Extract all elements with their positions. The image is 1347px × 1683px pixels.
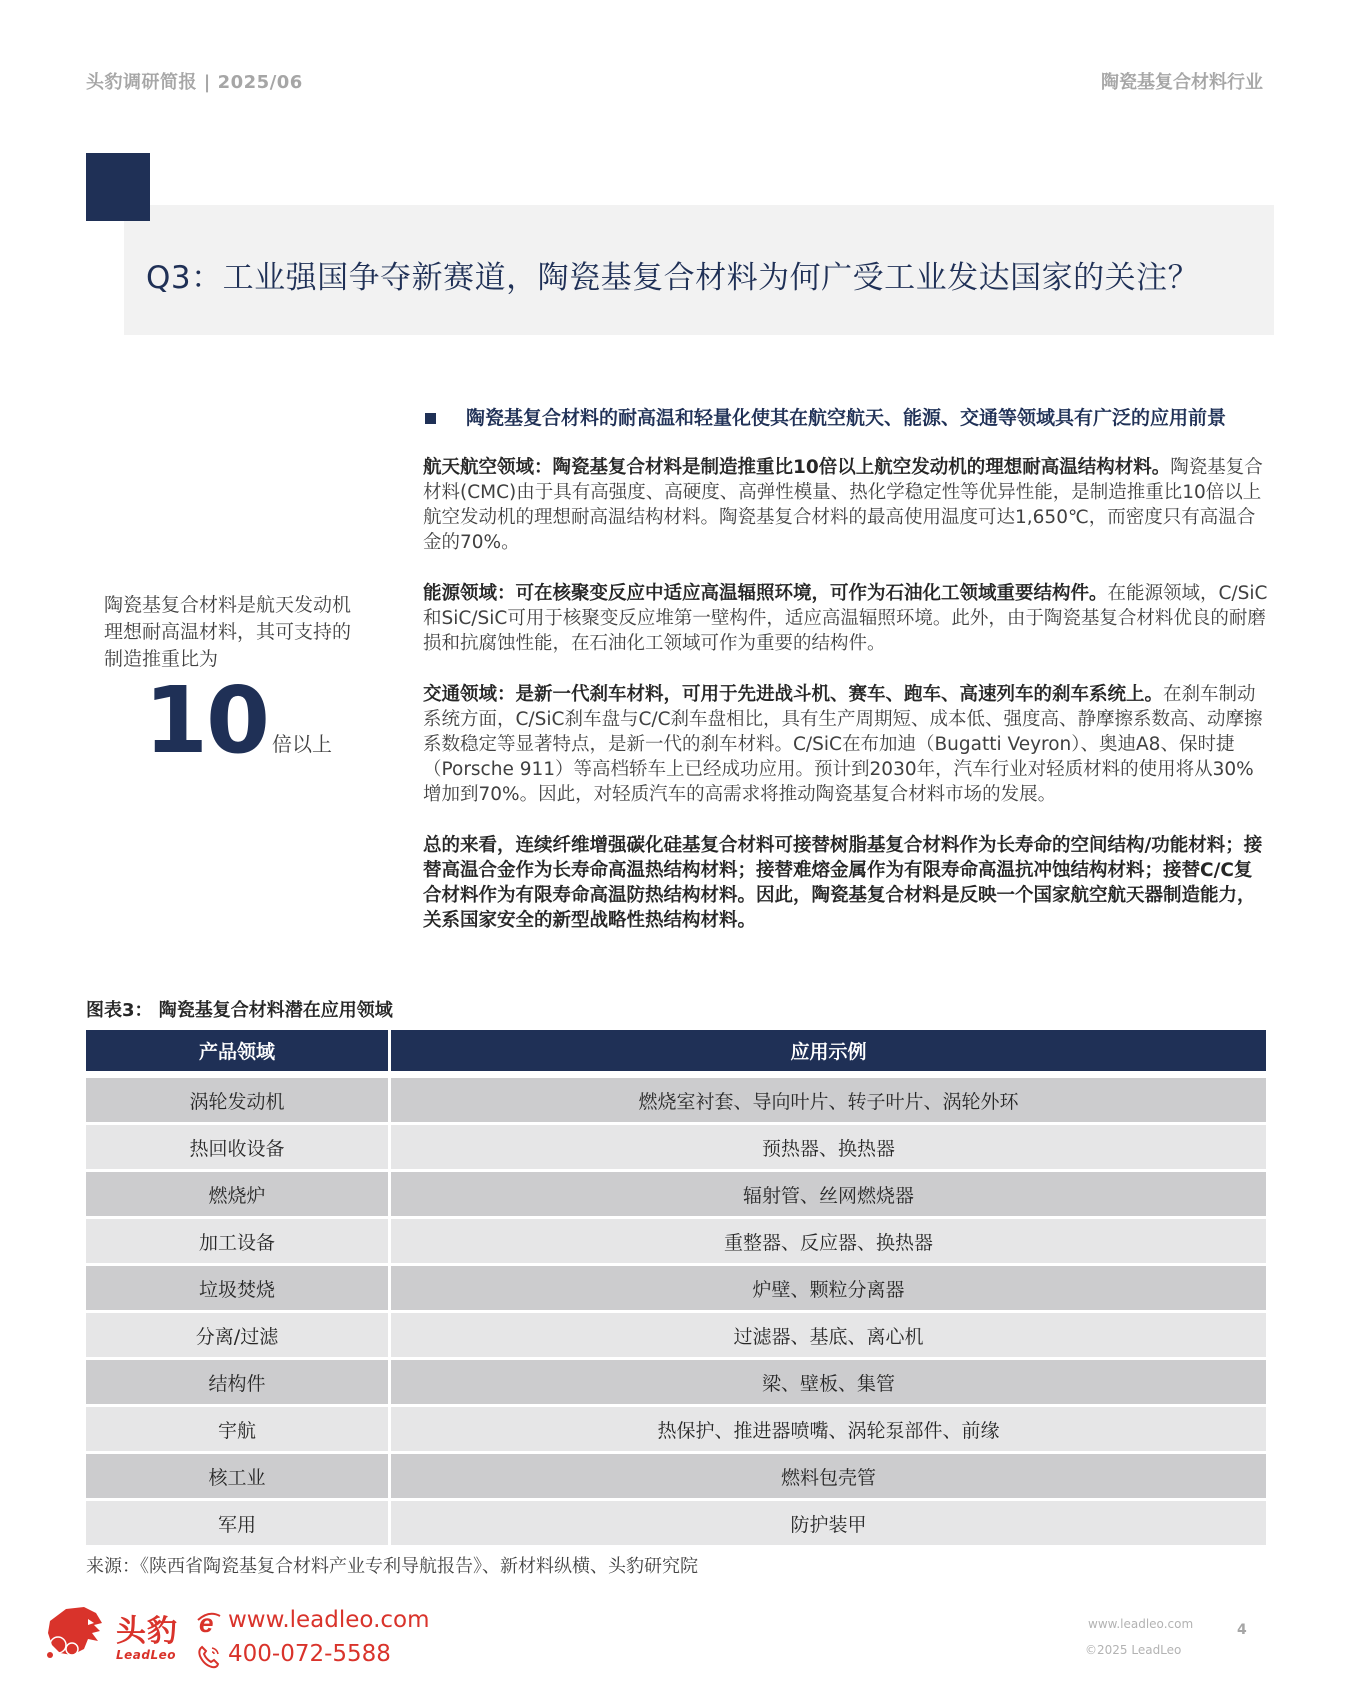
- web-browser-icon: [196, 1610, 222, 1636]
- figure-source: 来源：《陕西省陶瓷基复合材料产业专利导航报告》、新材料纵横、头豹研究院: [86, 1556, 698, 1577]
- brand-name-cn: 头豹: [116, 1614, 178, 1649]
- paragraph-lead: 总的来看，连续纤维增强碳化硅基复合材料可接替树脂基复合材料作为长寿命的空间结构/功能材料；接替高温合金作为长寿命高温热结构材料；接替难熔金属作为有限寿命高温抗冲蚀结构材料；接替C/C复合材料作为有限寿命高温防热结构材料。因此，陶瓷基复合材料是反映一个国家航空航天器制造能力，关系国家安全的新型战略性热结构材料。: [423, 835, 1263, 931]
- cell-examples: 过滤器、基底、离心机: [391, 1313, 1266, 1357]
- cell-domain: 垃圾焚烧: [86, 1266, 388, 1310]
- table-row: [86, 1501, 1266, 1548]
- paragraph-transport: [423, 682, 1268, 807]
- stat-value: 10: [144, 667, 269, 774]
- table-row: [86, 1219, 1266, 1266]
- table-header-row: [86, 1030, 1266, 1071]
- cell-domain: 结构件: [86, 1360, 388, 1404]
- stat-unit: 倍以上: [272, 732, 333, 756]
- sidebar-highlight: [104, 592, 364, 774]
- cell-examples: 重整器、反应器、换热器: [391, 1219, 1266, 1263]
- table-row: [86, 1172, 1266, 1219]
- table-row: [86, 1407, 1266, 1454]
- cell-domain: 分离/过滤: [86, 1313, 388, 1357]
- square-bullet-icon: [425, 413, 436, 424]
- cell-domain: 军用: [86, 1501, 388, 1545]
- cell-domain: 加工设备: [86, 1219, 388, 1263]
- footer-website: www.leadleo.com: [1088, 1617, 1194, 1631]
- paragraph-lead: 能源领域：可在核聚变反应中适应高温辐照环境，可作为石油化工领域重要结构件。: [423, 583, 1108, 604]
- cell-domain: 宇航: [86, 1407, 388, 1451]
- column-header-domain: 产品领域: [86, 1030, 388, 1071]
- cell-examples: 预热器、换热器: [391, 1125, 1266, 1169]
- svg-text:e: e: [199, 1610, 214, 1636]
- paragraph-summary: [423, 833, 1268, 933]
- accent-square: [86, 153, 150, 221]
- table-row: [86, 1078, 1266, 1125]
- table-row: [86, 1313, 1266, 1360]
- cell-examples: 防护装甲: [391, 1501, 1266, 1545]
- paragraph-energy: [423, 581, 1268, 656]
- application-table: [86, 1030, 1266, 1548]
- phone-number: 400-072-5588: [228, 1641, 391, 1667]
- cell-domain: 核工业: [86, 1454, 388, 1498]
- sidebar-stat: [144, 667, 364, 774]
- paragraph-lead: 航天航空领域：陶瓷基复合材料是制造推重比10倍以上航空发动机的理想耐高温结构材料。: [423, 457, 1171, 478]
- paragraph-body: 在刹车制动系统方面，C/SiC刹车盘与C/C刹车盘相比，具有生产周期短、成本低、强度高、静摩擦系数高、动摩擦系数稳定等显著特点，是新一代的刹车材料。C/SiC在布加迪（Bugatti Veyron）、奥迪A8、保时捷（Porsche 911）等高档轿车上已经成功应用。预计到2030年，汽车行业对轻质材料的使用将从30%增加到70%。因此，对轻质汽车的高需求将推动陶瓷基复合材料市场的发展。: [423, 684, 1263, 805]
- cell-domain: 涡轮发动机: [86, 1078, 388, 1122]
- paragraph-aerospace: [423, 455, 1268, 555]
- question-title: Q3：工业强国争夺新赛道，陶瓷基复合材料为何广受工业发达国家的关注？: [146, 260, 1200, 296]
- brand-name-en: LeadLeo: [116, 1648, 177, 1662]
- report-header-left: 头豹调研简报 | 2025/06: [86, 72, 303, 93]
- table-row: [86, 1454, 1266, 1501]
- table-row: [86, 1360, 1266, 1407]
- paragraph-body: 在能源领域，C/SiC和SiC/SiC可用于核聚变反应堆第一壁构件，适应高温辐照环境。此外，由于陶瓷基复合材料优良的耐磨损和抗腐蚀性能，在石油化工领域可作为重要的结构件。: [423, 583, 1268, 654]
- cell-examples: 热保护、推进器喷嘴、涡轮泵部件、前缘: [391, 1407, 1266, 1451]
- report-header-right: 陶瓷基复合材料行业: [1101, 72, 1263, 93]
- cell-examples: 燃烧室衬套、导向叶片、转子叶片、涡轮外环: [391, 1078, 1266, 1122]
- cell-examples: 炉壁、颗粒分离器: [391, 1266, 1266, 1310]
- leadleo-leopard-logo-icon: [44, 1605, 104, 1661]
- cell-examples: 燃料包壳管: [391, 1454, 1266, 1498]
- paragraph-lead: 交通领域：是新一代刹车材料，可用于先进战斗机、赛车、跑车、高速列车的刹车系统上。: [423, 684, 1164, 705]
- page-number: 4: [1237, 1622, 1247, 1638]
- paragraph-body: 陶瓷基复合材料(CMC)由于具有高强度、高硬度、高弹性模量、热化学稳定性等优异性能，是制造推重比10倍以上航空发动机的理想耐高温结构材料。陶瓷基复合材料的最高使用温度可达1,650℃，而密度只有高温合金的70%。: [423, 457, 1263, 553]
- cell-examples: 辐射管、丝网燃烧器: [391, 1172, 1266, 1216]
- cell-examples: 梁、壁板、集管: [391, 1360, 1266, 1404]
- main-content: [423, 405, 1273, 933]
- bullet-text: 陶瓷基复合材料的耐高温和轻量化使其在航空航天、能源、交通等领域具有广泛的应用前景: [466, 407, 1227, 429]
- cell-domain: 热回收设备: [86, 1125, 388, 1169]
- column-header-examples: 应用示例: [391, 1030, 1266, 1071]
- bullet-heading: [423, 405, 1273, 431]
- figure-title: 图表3： 陶瓷基复合材料潜在应用领域: [86, 1000, 393, 1021]
- footer-copyright: ©2025 LeadLeo: [1085, 1643, 1182, 1657]
- website-link[interactable]: www.leadleo.com: [228, 1607, 430, 1633]
- table-row: [86, 1266, 1266, 1313]
- cell-domain: 燃烧炉: [86, 1172, 388, 1216]
- table-row: [86, 1125, 1266, 1172]
- phone-icon: [196, 1644, 222, 1670]
- sidebar-text: 陶瓷基复合材料是航天发动机理想耐高温材料，其可支持的制造推重比为: [104, 594, 352, 670]
